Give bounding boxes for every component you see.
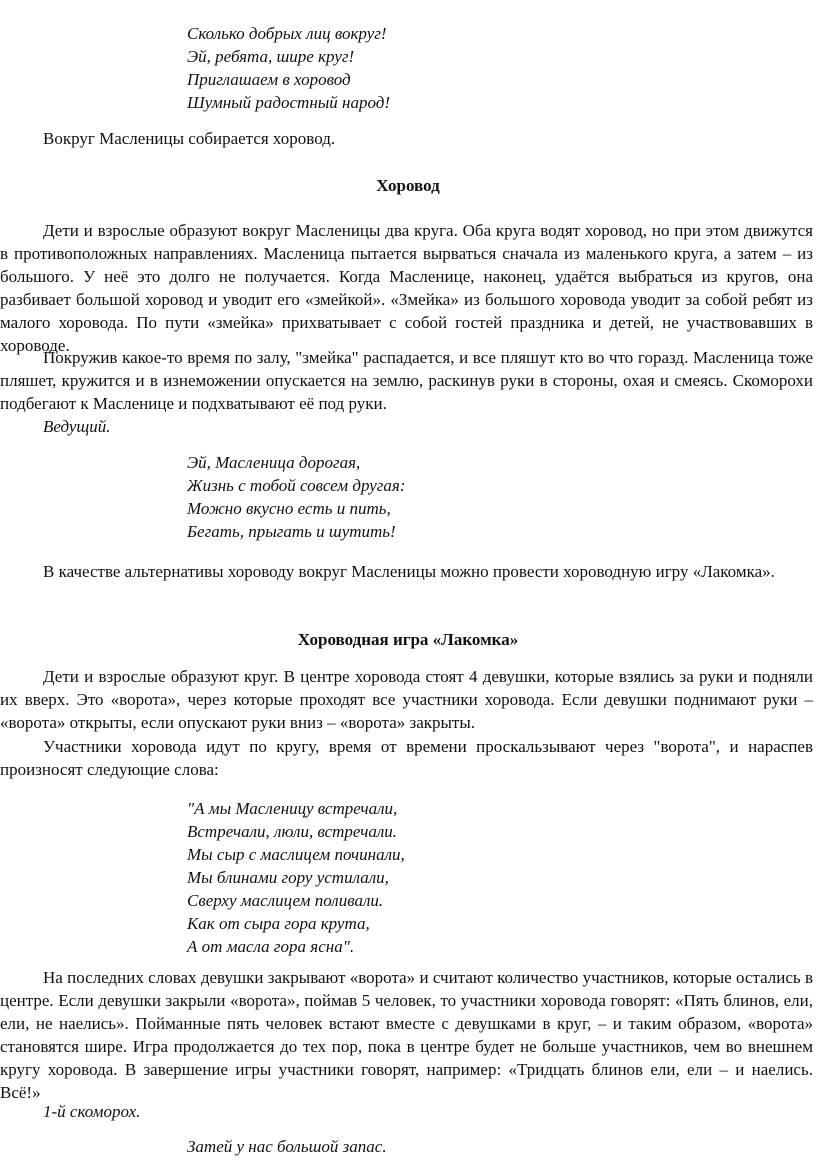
verse-line: Шумный радостный народ! <box>187 93 390 112</box>
verse-line: Затей у нас большой запас. <box>187 1137 387 1156</box>
verse-4 <box>187 1135 387 1158</box>
role-host: Ведущий. <box>43 417 111 436</box>
verse-line: Мы сыр с маслицем починали, <box>187 845 405 864</box>
paragraph-4: Дети и взрослые образуют круг. В центре хоровода стоят 4 девушки, которые взялись за руки и подняли их вверх. Это «ворота», через которые проходят все участники хоровода. Если девушки поднимают руки – «ворота» открыты, если опускают руки вниз – «ворота» закрыты. <box>0 667 813 732</box>
verse-3 <box>187 797 405 958</box>
paragraph-2: Покружив какое-то время по залу, "змейка" распадается, и все пляшут кто во что горазд. Масленица тоже пляшет, кружится и в изнеможении опускается на землю, раскинув руки в стороны, охая и смеясь. Скоморохи подбегают к Масленице и подхватывают её под руки. <box>0 348 813 413</box>
verse-line: Бегать, прыгать и шутить! <box>187 522 396 541</box>
verse-line: Как от сыра гора крута, <box>187 914 370 933</box>
role-skomorokh-1: 1-й скоморох. <box>43 1102 141 1121</box>
heading-khorovod: Хоровод <box>376 176 440 195</box>
paragraph-5: Участники хоровода идут по кругу, время от времени проскальзывают через "ворота", и нараспев произносят следующие слова: <box>0 737 813 779</box>
verse-line: А от масла гора ясна". <box>187 937 355 956</box>
verse-2 <box>187 451 406 543</box>
verse-line: Эй, Масленица дорогая, <box>187 453 361 472</box>
verse-line: Мы блинами гору устилали, <box>187 868 389 887</box>
verse-line: Жизнь с тобой совсем другая: <box>187 476 406 495</box>
intro-line: Вокруг Масленицы собирается хоровод. <box>43 129 336 148</box>
paragraph-3: В качестве альтернативы хороводу вокруг Масленицы можно провести хороводную игру «Лакомка». <box>43 562 775 581</box>
verse-line: Можно вкусно есть и пить, <box>187 499 391 518</box>
verse-line: Сверху маслицем поливали. <box>187 891 384 910</box>
verse-line: Приглашаем в хоровод <box>187 70 351 89</box>
verse-line: Сколько добрых лиц вокруг! <box>187 24 387 43</box>
verse-line: Эй, ребята, шире круг! <box>187 47 355 66</box>
paragraph-1: Дети и взрослые образуют вокруг Масленицы два круга. Оба круга водят хоровод, но при этом движутся в противоположных направлениях. Масленица пытается вырваться сначала из маленького круга, а затем – из большого. У неё это долго не получается. Когда Масленице, наконец, удаётся выбраться из кругов, она разбивает большой хоровод и уводит его «змейкой». «Змейка» из большого хоровода уводит за собой ребят из малого хоровода. По пути «змейка» прихватывает с собой гостей праздника и детей, не участвовавших в хороводе. <box>0 221 813 355</box>
verse-line: Встречали, люли, встречали. <box>187 822 398 841</box>
verse-1 <box>187 22 390 114</box>
heading-lakomka: Хороводная игра «Лакомка» <box>297 630 519 649</box>
paragraph-6: На последних словах девушки закрывают «ворота» и считают количество участников, которые остались в центре. Если девушки закрыли «ворота», поймав 5 человек, то участники хоровода говорят: «Пять блинов, ели, ели, не наелись». Пойманные пять человек встают вместе с девушками в круг, – и таким образом, «ворота» становятся шире. Игра продолжается до тех пор, пока в центре будет не больше участников, чем во внешнем кругу хоровода. В завершение игры участники говорят, например: «Тридцать блинов ели, ели – и наелись. Всё!» <box>0 968 813 1102</box>
verse-line: "А мы Масленицу встречали, <box>187 799 398 818</box>
